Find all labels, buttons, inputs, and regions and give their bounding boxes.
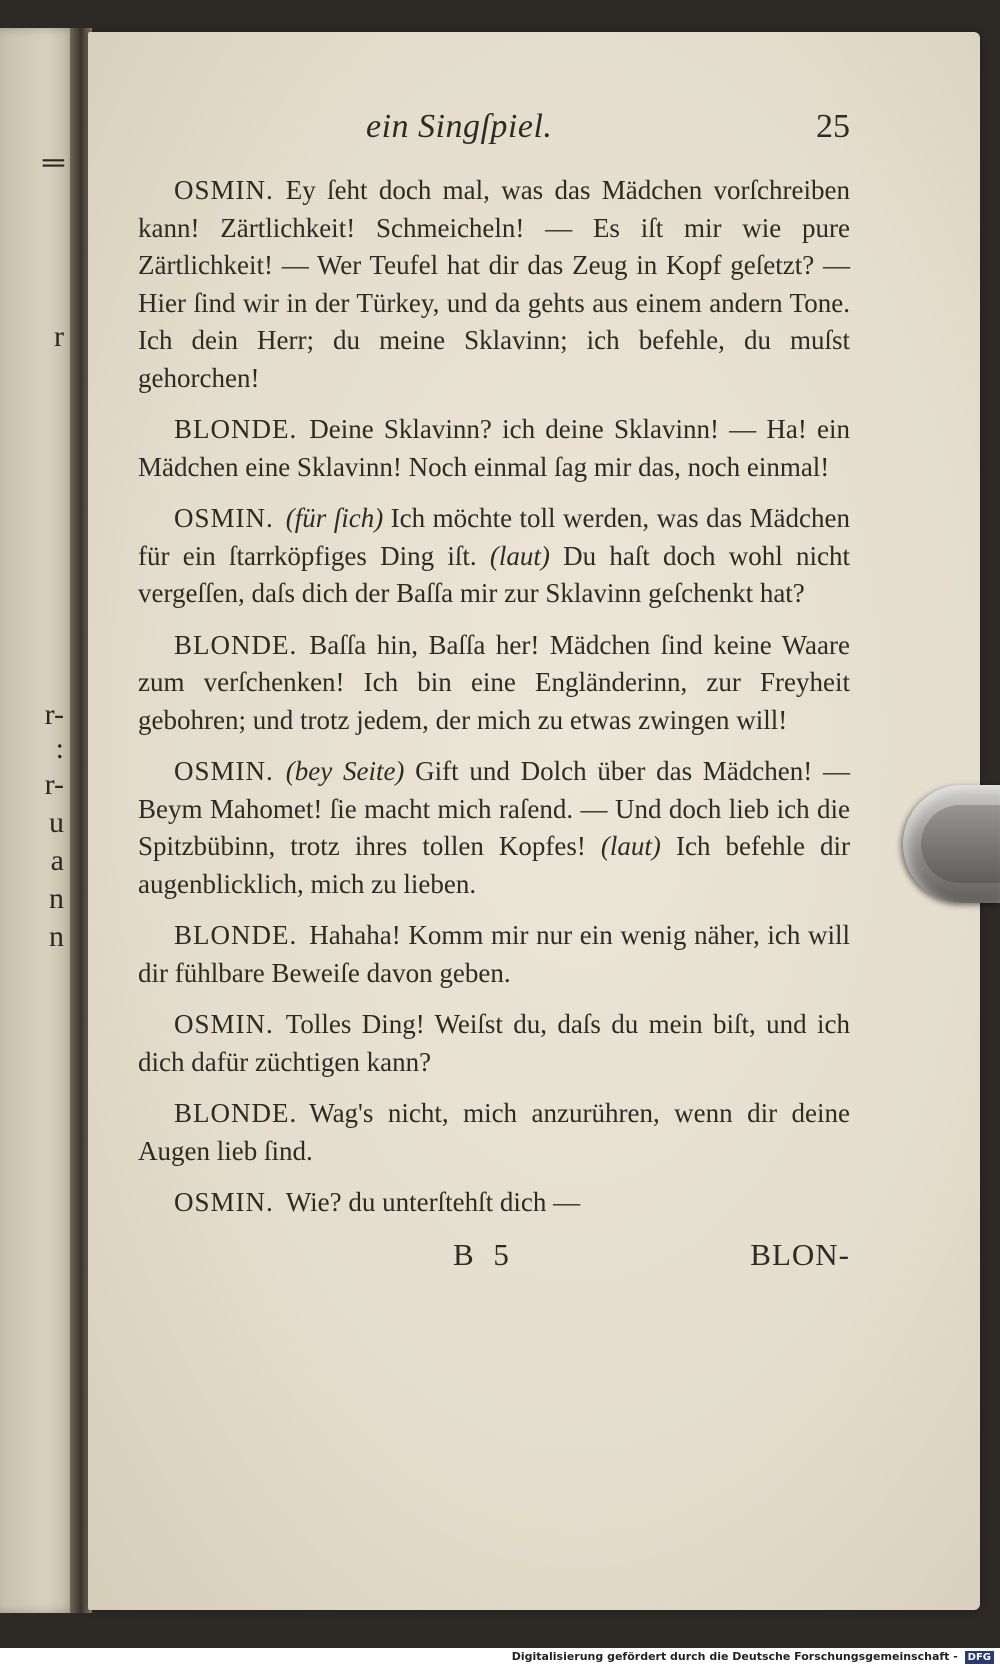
speech-text: Tolles Ding! Weiſst du, daſs du mein biſt, und ich dich dafür züchtigen kann? <box>138 1009 850 1077</box>
speech-text: Baſſa hin, Baſſa her! Mädchen ſind keine Waare zum verſchenken! Ich bin eine Engländerinn, zur Freyheit gebohren; und trotz jedem, der mich zu etwas zwingen will! <box>138 629 850 735</box>
left-page-fragment: r <box>54 320 64 353</box>
dialogue-paragraph <box>138 753 850 903</box>
signature-mark: B 5 <box>453 1236 515 1272</box>
left-page-fragment: r- <box>44 698 64 731</box>
speaker-name: BLONDE. <box>174 1098 298 1128</box>
speech-text: Deine Sklavinn? ich deine Sklavinn! — Ha! ein Mädchen eine Sklavinn! Noch einmal ſag mir das, noch einmal! <box>138 414 850 482</box>
catchword: BLON- <box>750 1236 850 1272</box>
speaker-name: OSMIN. <box>174 175 274 205</box>
page-footer <box>138 1236 850 1276</box>
left-page-fragment: n <box>49 920 64 953</box>
stage-direction: (für ſich) <box>285 503 384 533</box>
speaker-name: BLONDE. <box>174 414 298 444</box>
dialogue-paragraph <box>138 1095 850 1170</box>
credit-text: Digitalisierung gefördert durch die Deutsche Forschungsgemeinschaft - <box>511 1650 958 1663</box>
left-page-fragment: : <box>55 732 64 765</box>
page-number: 25 <box>816 108 850 145</box>
left-page-fragment: ═ <box>42 146 64 179</box>
stage-direction: (bey Seite) <box>285 756 405 786</box>
speech-text: Wie? du unterſtehſt dich — <box>285 1187 581 1217</box>
stage-direction: (laut) <box>600 831 661 861</box>
speech-text: Ey ſeht doch mal, was das Mädchen vorſchreiben kann! Zärtlichkeit! Schmeicheln! — Es iſt mir wie pure Zärtlichkeit! — Wer Teufel hat dir das Zeug in Kopf geſetzt? — Hier ſind wir in der Türkey, und da gehts aus einem andern Tone. Ich dein Herr; du meine Sklavinn; ich befehle, du muſst gehorchen! <box>138 175 850 393</box>
dialogue-paragraph <box>138 1184 850 1222</box>
dialogue-paragraph <box>138 627 850 740</box>
speaker-name: BLONDE. <box>174 629 298 660</box>
left-page-fragment: a <box>50 844 64 877</box>
speaker-name: OSMIN. <box>174 756 274 786</box>
dialogue <box>138 172 850 1222</box>
left-page-fragment: n <box>49 882 64 915</box>
digitization-credit <box>512 1650 994 1664</box>
dialogue-paragraph <box>138 500 850 613</box>
dialogue-paragraph <box>138 172 850 397</box>
speech-text: Du haſt doch wohl nicht vergeſſen, daſs dich der Baſſa mir zur Sklavinn geſchenkt hat? <box>138 540 850 608</box>
page-content <box>138 108 850 1276</box>
speaker-name: OSMIN. <box>174 503 274 533</box>
dfg-logo: DFG <box>965 1651 994 1664</box>
speech-text: Ich befehle dir augenblicklich, mich zu lieben. <box>138 831 850 899</box>
stage-direction: (laut) <box>489 540 550 571</box>
speech-text: Hahaha! Komm mir nur ein wenig näher, ich will dir fühlbare Beweiſe davon geben. <box>138 920 850 988</box>
speech-text: Wag's nicht, mich anzurühren, wenn dir deine Augen lieb ſind. <box>138 1098 850 1166</box>
dialogue-paragraph <box>138 1006 850 1081</box>
running-head <box>138 108 850 156</box>
speaker-name: OSMIN. <box>174 1187 274 1217</box>
dialogue-paragraph <box>138 411 850 486</box>
dialogue-paragraph <box>138 917 850 992</box>
speaker-name: BLONDE. <box>174 920 298 950</box>
left-page-fragment: u <box>49 806 64 839</box>
left-page-edge <box>0 28 78 1613</box>
speech-text: Gift und Dolch über das Mädchen! — Beym Mahomet! ſie macht mich raſend. — Und doch lieb ich die Spitzbübinn, trotz ihres tollen Kopfes! <box>138 756 850 861</box>
running-title: ein Singſpiel. <box>366 108 553 145</box>
left-page-fragment: r- <box>44 768 64 801</box>
speaker-name: OSMIN. <box>174 1009 274 1039</box>
speech-text: Ich möchte toll werden, was das Mädchen für ein ſtarrköpfiges Ding iſt. <box>138 503 850 571</box>
